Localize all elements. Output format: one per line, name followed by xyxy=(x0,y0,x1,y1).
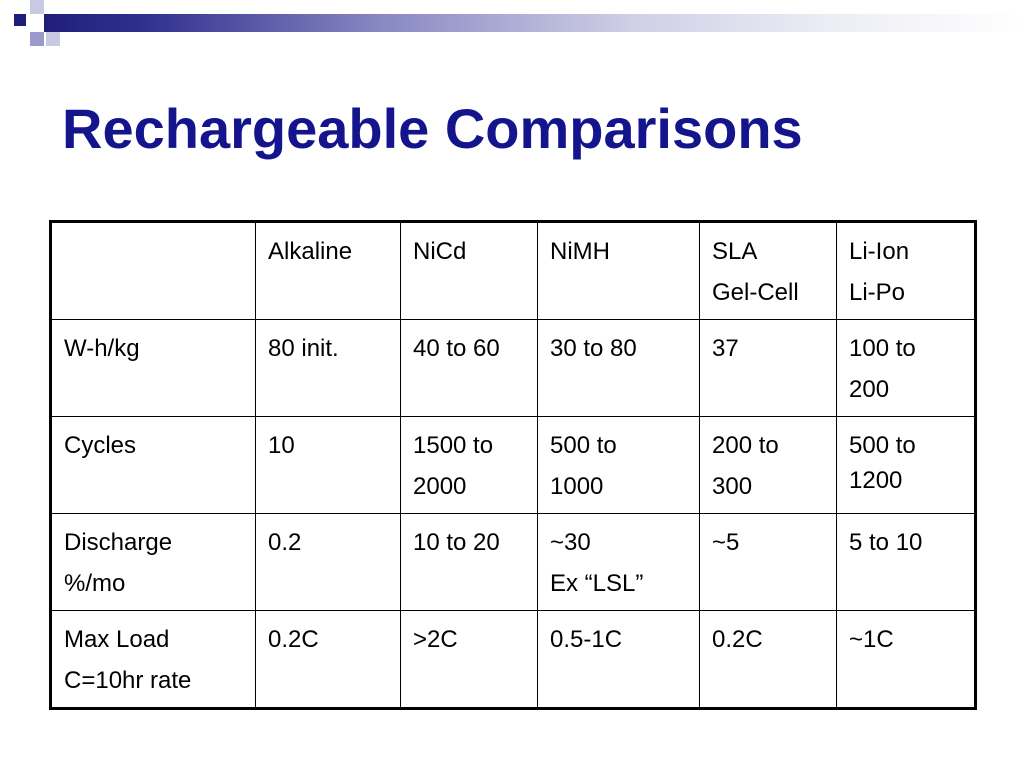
row-label-cell xyxy=(51,417,256,514)
cell-value: 80 init. xyxy=(268,335,339,362)
decoration-square xyxy=(46,0,60,14)
cell-value: ~5 xyxy=(712,529,740,556)
column-header-nimh xyxy=(538,222,700,320)
decoration-square xyxy=(30,32,44,46)
column-header-sla xyxy=(700,222,837,320)
cell-value: 200 xyxy=(849,376,890,403)
header-label: NiCd xyxy=(413,238,467,265)
table-row xyxy=(51,514,976,611)
header-decoration-bar xyxy=(44,14,1024,32)
row-label: %/mo xyxy=(64,570,126,597)
row-label: Max Load xyxy=(64,626,170,653)
table-cell xyxy=(837,514,976,611)
cell-value: 300 xyxy=(712,473,753,500)
cell-value: ~1C xyxy=(849,626,894,653)
cell-value: Ex “LSL” xyxy=(550,570,644,597)
table-cell xyxy=(256,611,401,709)
decoration-square xyxy=(30,16,44,30)
cell-value: 1000 xyxy=(550,473,604,500)
row-label-cell xyxy=(51,320,256,417)
table-cell xyxy=(538,611,700,709)
table-cell xyxy=(401,514,538,611)
table-cell xyxy=(401,320,538,417)
cell-value: 500 to xyxy=(550,432,617,459)
header-label: Gel-Cell xyxy=(712,279,799,306)
table-cell xyxy=(538,320,700,417)
row-label: Discharge xyxy=(64,529,173,556)
comparison-table xyxy=(49,220,977,710)
cell-value: 5 to 10 xyxy=(849,529,923,556)
table-header-row xyxy=(51,222,976,320)
table-row xyxy=(51,417,976,514)
header-label: Li-Ion xyxy=(849,238,910,265)
cell-value: 500 to xyxy=(849,432,916,459)
table-cell xyxy=(256,320,401,417)
cell-value: 100 to xyxy=(849,335,916,362)
cell-value: 2000 xyxy=(413,473,467,500)
cell-value: 10 xyxy=(268,432,295,459)
column-header-alkaline xyxy=(256,222,401,320)
cell-value: 0.2C xyxy=(268,626,319,653)
table-cell xyxy=(837,320,976,417)
cell-value: 0.2 xyxy=(268,529,302,556)
table-cell xyxy=(700,320,837,417)
row-label-cell xyxy=(51,514,256,611)
table-cell xyxy=(538,417,700,514)
header-label: SLA xyxy=(712,238,758,265)
cell-value: 1200 xyxy=(849,467,903,494)
table-cell xyxy=(538,514,700,611)
row-label: C=10hr rate xyxy=(64,667,192,694)
table-row xyxy=(51,611,976,709)
cell-value: 200 to xyxy=(712,432,779,459)
row-label-cell xyxy=(51,611,256,709)
table-cell xyxy=(256,417,401,514)
header-label: Alkaline xyxy=(268,238,353,265)
cell-value: 40 to 60 xyxy=(413,335,500,362)
table-cell xyxy=(837,611,976,709)
table-cell xyxy=(401,417,538,514)
table-cell xyxy=(700,514,837,611)
table-cell xyxy=(700,417,837,514)
table-corner-cell xyxy=(51,222,256,320)
table-row xyxy=(51,320,976,417)
decoration-square xyxy=(46,32,60,46)
header-label: Li-Po xyxy=(849,279,906,306)
decoration-square xyxy=(30,0,44,14)
column-header-nicd xyxy=(401,222,538,320)
table-cell xyxy=(256,514,401,611)
row-label: W-h/kg xyxy=(64,335,140,362)
cell-value: 1500 to xyxy=(413,432,494,459)
row-label: Cycles xyxy=(64,432,137,459)
cell-value: 0.5-1C xyxy=(550,626,623,653)
column-header-liion xyxy=(837,222,976,320)
cell-value: 37 xyxy=(712,335,739,362)
table-cell xyxy=(401,611,538,709)
decoration-square xyxy=(14,14,26,26)
cell-value: 0.2C xyxy=(712,626,763,653)
table-cell xyxy=(837,417,976,514)
slide-title: Rechargeable Comparisons xyxy=(62,97,803,160)
cell-value: 10 to 20 xyxy=(413,529,500,556)
table-cell xyxy=(700,611,837,709)
cell-value: ~30 xyxy=(550,529,591,556)
cell-value: 30 to 80 xyxy=(550,335,637,362)
header-label: NiMH xyxy=(550,238,610,265)
cell-value: >2C xyxy=(413,626,458,653)
